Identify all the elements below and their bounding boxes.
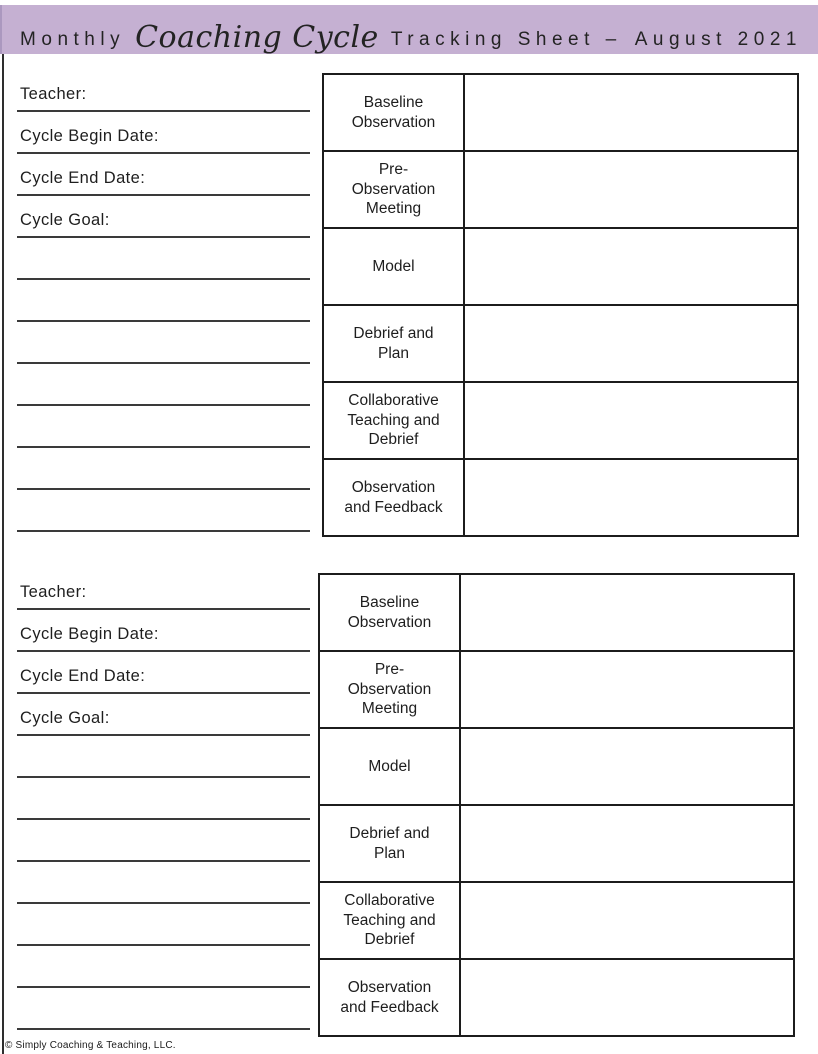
blank-writing-line — [17, 946, 310, 988]
step-value-cell — [465, 460, 797, 535]
field-label: Cycle Begin Date: — [20, 126, 159, 145]
title-banner — [0, 5, 818, 54]
field-label: Cycle End Date: — [20, 666, 146, 685]
step-value-cell — [461, 575, 793, 650]
step-label-cell: Baseline Observation — [320, 575, 461, 650]
field-row-teacher — [17, 70, 310, 112]
blank-writing-line — [17, 280, 310, 322]
blank-writing-line — [17, 322, 310, 364]
step-label-cell: Debrief and Plan — [324, 306, 465, 381]
step-label-cell: Observation and Feedback — [320, 960, 461, 1035]
blank-writing-line — [17, 448, 310, 490]
blank-writing-line — [17, 820, 310, 862]
field-label: Cycle Begin Date: — [20, 624, 159, 643]
field-label: Teacher: — [20, 84, 87, 103]
step-value-cell — [465, 383, 797, 458]
step-value-cell — [465, 306, 797, 381]
title-middle: Tracking Sheet – — [390, 29, 622, 50]
table-row — [324, 229, 797, 306]
table-row — [320, 575, 793, 652]
step-label-cell: Observation and Feedback — [324, 460, 465, 535]
table-row — [320, 652, 793, 729]
step-label-cell: Baseline Observation — [324, 75, 465, 150]
table-row — [324, 306, 797, 383]
coaching-steps-table-2 — [318, 573, 795, 1037]
title-prefix: Monthly — [20, 29, 126, 50]
step-value-cell — [461, 729, 793, 804]
step-label-cell: Debrief and Plan — [320, 806, 461, 881]
step-label-cell: Pre-Observation Meeting — [320, 652, 461, 727]
blank-writing-line — [17, 862, 310, 904]
section-2-fields — [17, 568, 310, 1030]
step-value-cell — [465, 75, 797, 150]
page-edge-line — [2, 54, 4, 1054]
step-value-cell — [461, 960, 793, 1035]
step-value-cell — [465, 152, 797, 227]
step-label-cell: Pre-Observation Meeting — [324, 152, 465, 227]
page-title — [20, 18, 802, 53]
title-script-words: Coaching Cycle — [135, 20, 379, 55]
field-label: Cycle End Date: — [20, 168, 146, 187]
coaching-steps-table-1 — [322, 73, 799, 537]
step-value-cell — [461, 652, 793, 727]
table-row — [324, 383, 797, 460]
step-label-cell: Model — [320, 729, 461, 804]
field-row-cycle-begin-date — [17, 610, 310, 652]
table-row — [324, 152, 797, 229]
field-label: Cycle Goal: — [20, 708, 110, 727]
copyright-text: © Simply Coaching & Teaching, LLC. — [5, 1040, 176, 1051]
table-row — [320, 729, 793, 806]
blank-writing-line — [17, 904, 310, 946]
field-label: Cycle Goal: — [20, 210, 110, 229]
step-value-cell — [461, 883, 793, 958]
field-row-cycle-goal — [17, 694, 310, 736]
blank-writing-line — [17, 736, 310, 778]
blank-writing-line — [17, 988, 310, 1030]
field-row-cycle-end-date — [17, 652, 310, 694]
field-row-cycle-end-date — [17, 154, 310, 196]
table-row — [324, 75, 797, 152]
field-row-cycle-goal — [17, 196, 310, 238]
table-row — [320, 883, 793, 960]
title-date: August 2021 — [634, 29, 802, 50]
blank-writing-line — [17, 406, 310, 448]
step-label-cell: Collaborative Teaching and Debrief — [324, 383, 465, 458]
step-value-cell — [465, 229, 797, 304]
step-value-cell — [461, 806, 793, 881]
field-row-teacher — [17, 568, 310, 610]
blank-writing-line — [17, 490, 310, 532]
table-row — [320, 960, 793, 1035]
blank-writing-line — [17, 364, 310, 406]
field-row-cycle-begin-date — [17, 112, 310, 154]
step-label-cell: Model — [324, 229, 465, 304]
step-label-cell: Collaborative Teaching and Debrief — [320, 883, 461, 958]
section-1-fields — [17, 70, 310, 532]
table-row — [320, 806, 793, 883]
field-label: Teacher: — [20, 582, 87, 601]
blank-writing-line — [17, 778, 310, 820]
blank-writing-line — [17, 238, 310, 280]
table-row — [324, 460, 797, 535]
